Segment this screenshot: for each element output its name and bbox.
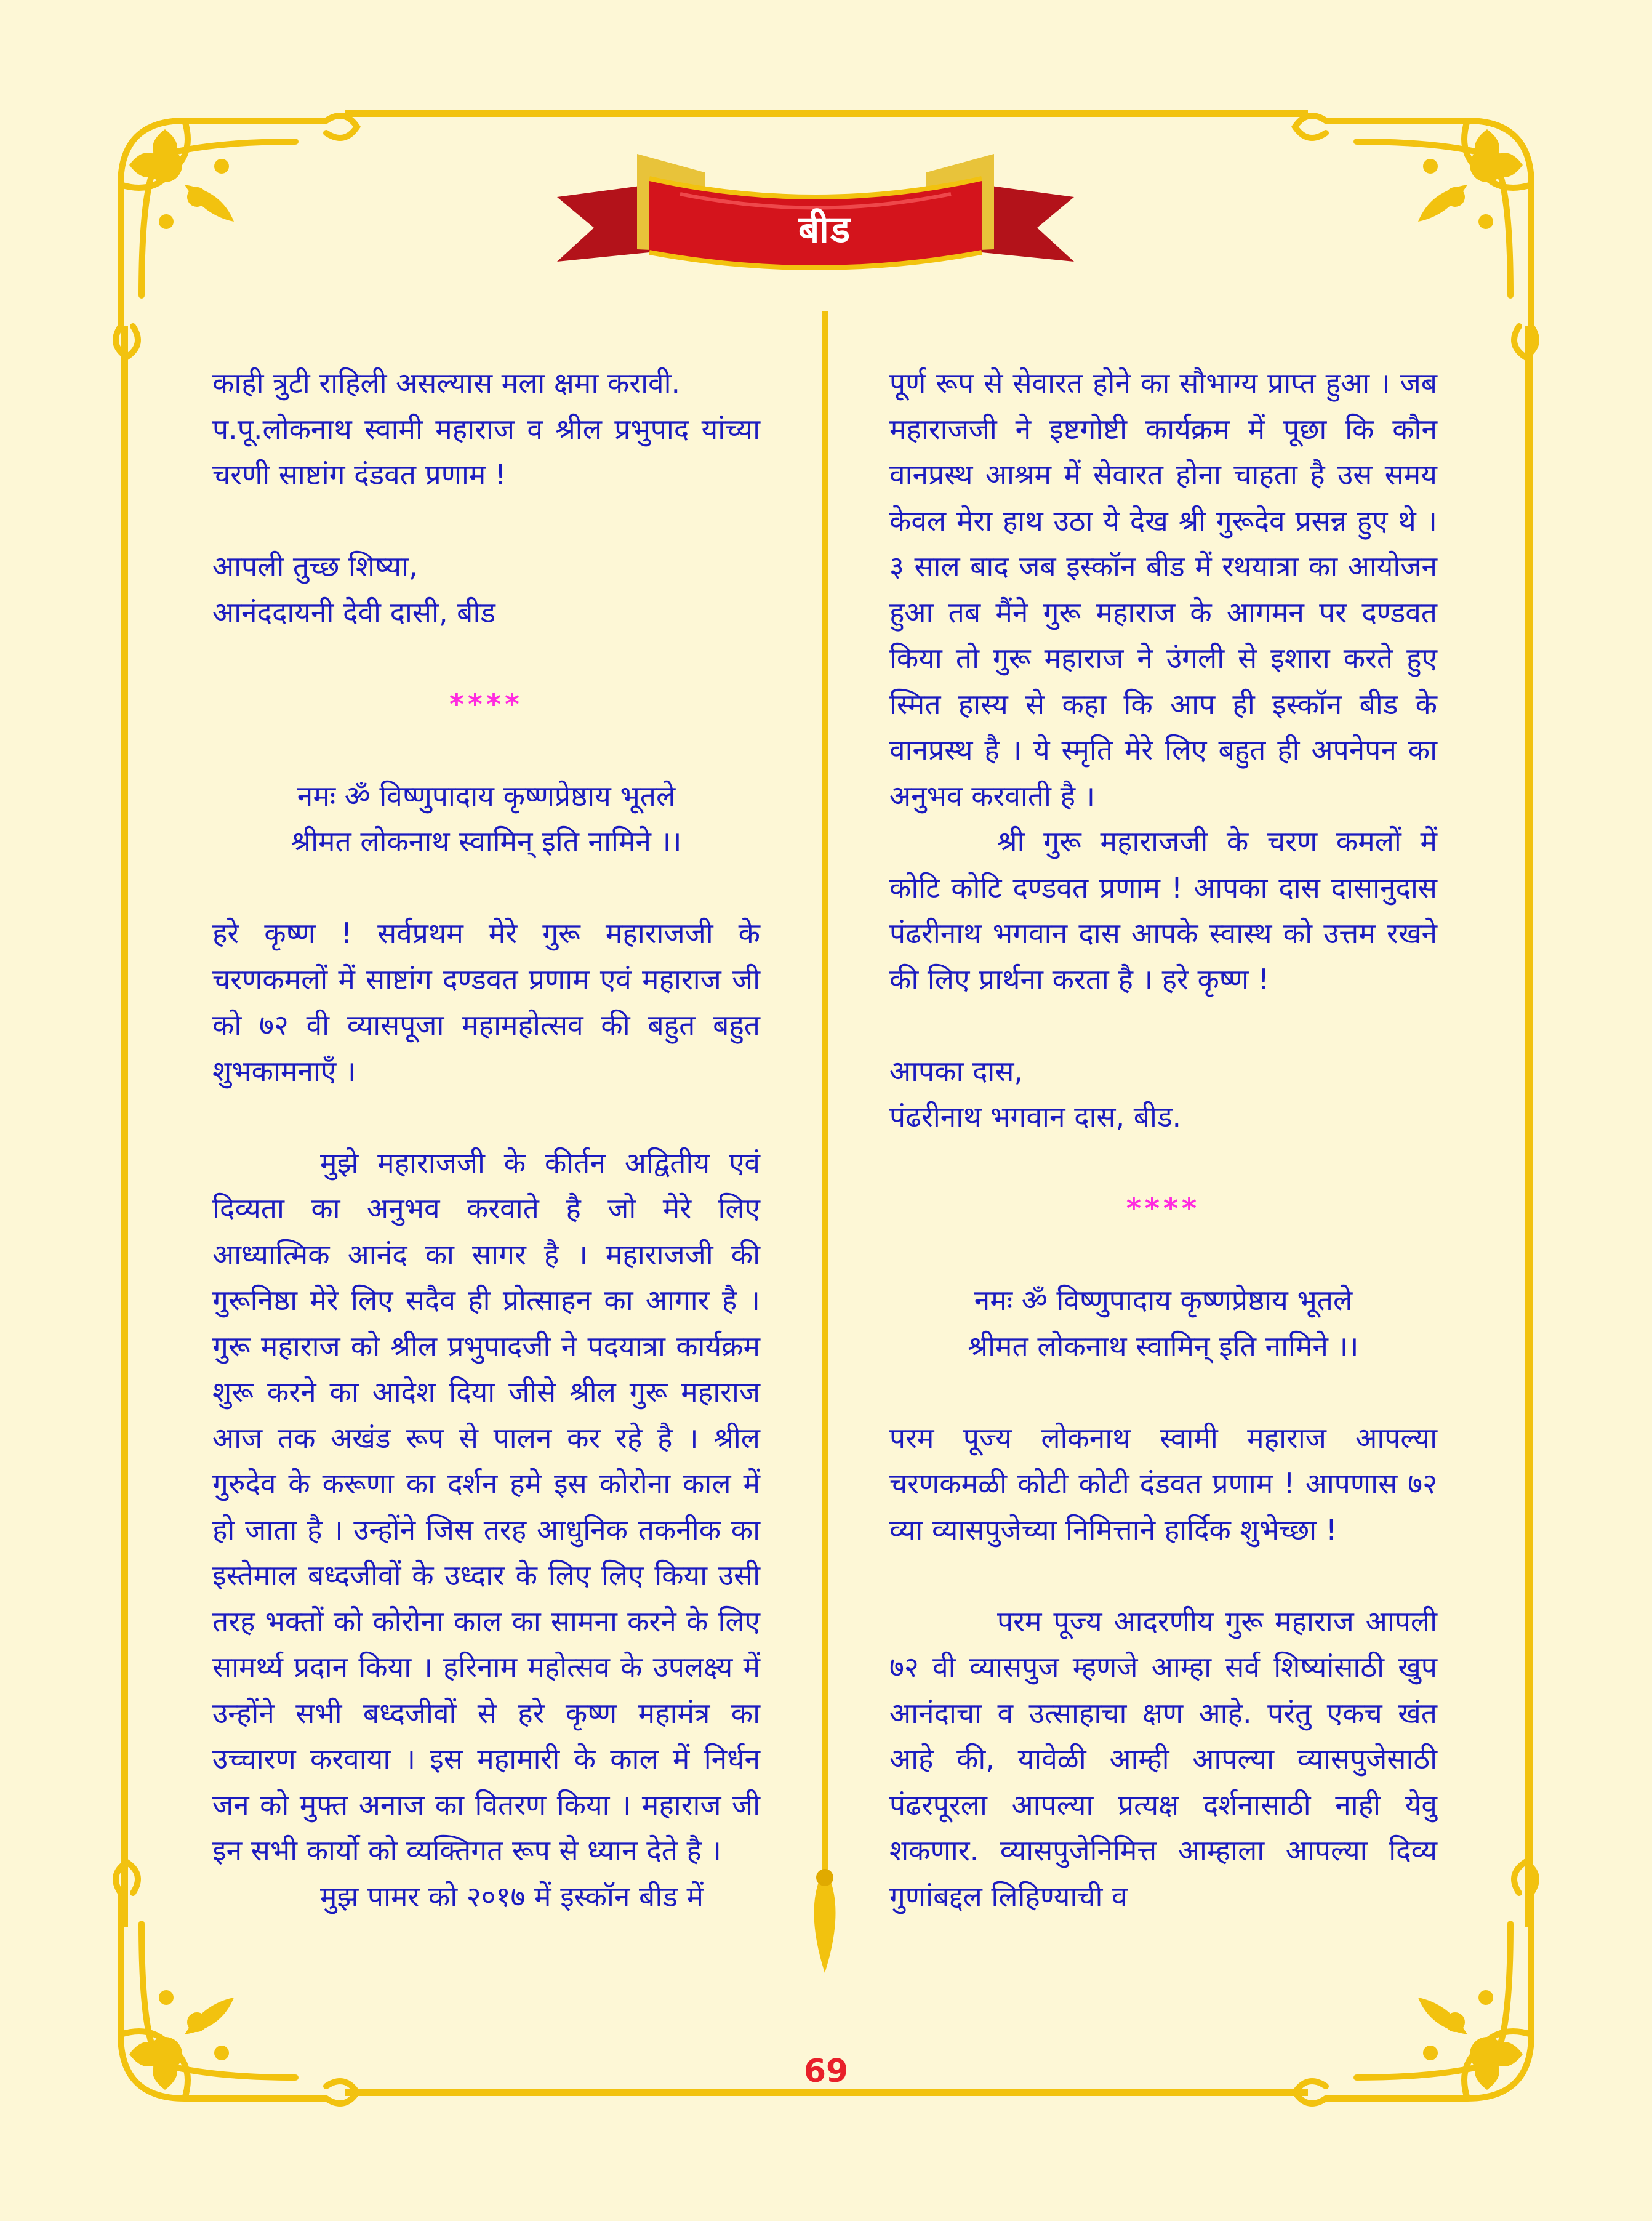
- corner-ornament-icon: [92, 92, 382, 382]
- right-paragraph-4: परम पूज्य आदरणीय गुरू महाराज आपली ७२ वी व्यासपुज म्हणजे आम्हा सर्व शिष्यांसाठी खुप आनंदाचा व उत्साहाचा क्षण आहे. परंतु एकच खंत आहे की, यावेळी आम्ही आपल्या व्यासपुजेसाठी पंढरपूरला आपल्या प्रत्यक्ष दर्शनासाठी नाही येवु शकणार. व्यासपुजेनिमित्त आम्हाला आपल्या दिव्य गुणांबद्दल लिहिण्याची व: [889, 1604, 1437, 1913]
- left-mantra-line-1: नमः ॐ विष्णुपादाय कृष्णप्रेष्ठाय भूतले: [297, 779, 676, 813]
- right-mantra-line-1: नमः ॐ विष्णुपादाय कृष्णप्रेष्ठाय भूतले: [974, 1283, 1353, 1317]
- border-top-line: [345, 110, 1308, 117]
- right-paragraph-2: श्री गुरू महाराजजी के चरण कमलों में कोटि कोटि दण्डवत प्रणाम ! आपका दास दासानुदास पंढरीनाथ भगवान दास आपके स्वास्थ को उत्तम रखने की लिए प्रार्थना करता है । हरे कृष्ण !: [889, 825, 1437, 996]
- corner-ornament-icon: [1270, 92, 1560, 382]
- right-paragraph-3: परम पूज्य लोकनाथ स्वामी महाराज आपल्या चरणकमळी कोटी कोटी दंडवत प्रणाम ! आपणास ७२ व्या व्यासपुजेच्या निमित्ताने हार्दिक शुभेच्छा !: [889, 1421, 1437, 1546]
- left-paragraph-1: हरे कृष्ण ! सर्वप्रथम मेरे गुरू महाराजजी के चरणकमलों में साष्टांग दण्डवत प्रणाम एवं महाराज जी को ७२ वी व्यासपूजा महामहोत्सव की बहुत बहुत शुभकामनाएँ ।: [212, 917, 760, 1088]
- page-number: 69: [803, 2053, 849, 2090]
- right-mantra-line-2: श्रीमत लोकनाथ स्वामिन् इति नामिने ।।: [968, 1329, 1359, 1363]
- right-column: [889, 360, 1437, 1919]
- left-paragraph-3: मुझ पामर को २०१७ में इस्कॉन बीड में: [320, 1879, 704, 1913]
- right-paragraph-1: पूर्ण रूप से सेवारत होने का सौभाग्य प्राप्त हुआ । जब महाराजजी ने इष्टगोष्टी कार्यक्रम में पूछा कि कौन वानप्रस्थ आश्रम में सेवारत होना चाहता है उस समय केवल मेरा हाथ उठा ये देख श्री गुरूदेव प्रसन्न हुए थे । ३ साल बाद जब इस्कॉन बीड में रथयात्रा का आयोजन हुआ तब मैंने गुरू महाराज के आगमन पर दण्डवत किया तो गुरू महाराज ने उंगली से इशारा करते हुए स्मित हास्य से कहा कि आप ही इस्कॉन बीड के वानप्रस्थ है । ये स्मृति मेरे लिए बहुत ही अपनेपन का अनुभव करवाती है ।: [889, 366, 1437, 813]
- left-paragraph-2: मुझे महाराजजी के कीर्तन अद्वितीय एवं दिव्यता का अनुभव करवाते है जो मेरे लिए आध्यात्मिक आनंद का सागर है । महाराजजी की गुरूनिष्ठा मेरे लिए सदैव ही प्रोत्साहन का आगार है । गुरू महाराज को श्रील प्रभुपादजी ने पदयात्रा कार्यक्रम शुरू करने का आदेश दिया जीसे श्रील गुरू महाराज आज तक अखंड रूप से पालन कर रहे है । श्रील गुरुदेव के करूणा का दर्शन हमे इस कोरोना काल में हो जाता है । उन्होंने जिस तरह आधुनिक तकनीक का इस्तेमाल बध्दजीवों के उध्दार के लिए लिए किया उसी तरह भक्तों को कोरोना काल का सामना करने के लिए सामर्थ्य प्रदान किया । हरिनाम महोत्सव के उपलक्ष्य में उन्होंने सभी बध्दजीवों से हरे कृष्ण महामंत्र का उच्चारण करवाया । इस महामारी के काल में निर्धन जन को मुफ्त अनाज का वितरण किया । महाराज जी इन सभी कार्यो को व्यक्तिगत रूप से ध्यान देते है ।: [212, 1146, 760, 1867]
- left-stars: ****: [449, 687, 524, 721]
- border-left-line: [121, 326, 128, 1927]
- right-sign-1: आपका दास,: [889, 1054, 1024, 1088]
- left-sign-1: आपली तुच्छ शिष्या,: [212, 550, 418, 583]
- left-line-2: प.पू.लोकनाथ स्वामी महाराज व श्रील प्रभुपाद यांच्या चरणी साष्टांग दंडवत प्रणाम !: [212, 412, 760, 491]
- left-line-1: काही त्रुटी राहिली असल्यास मला क्षमा करावी.: [212, 366, 681, 400]
- border-right-line: [1525, 326, 1533, 1927]
- right-sign-2: पंढरीनाथ भगवान दास, बीड.: [889, 1100, 1182, 1133]
- left-sign-2: आनंददायनी देवी दासी, बीड: [212, 595, 495, 629]
- left-mantra-line-2: श्रीमत लोकनाथ स्वामिन् इति नामिने ।।: [291, 825, 682, 858]
- page-title: बीड: [798, 208, 851, 251]
- center-divider-icon: [800, 311, 849, 1985]
- left-column: [212, 360, 760, 1919]
- right-stars: ****: [1126, 1192, 1201, 1225]
